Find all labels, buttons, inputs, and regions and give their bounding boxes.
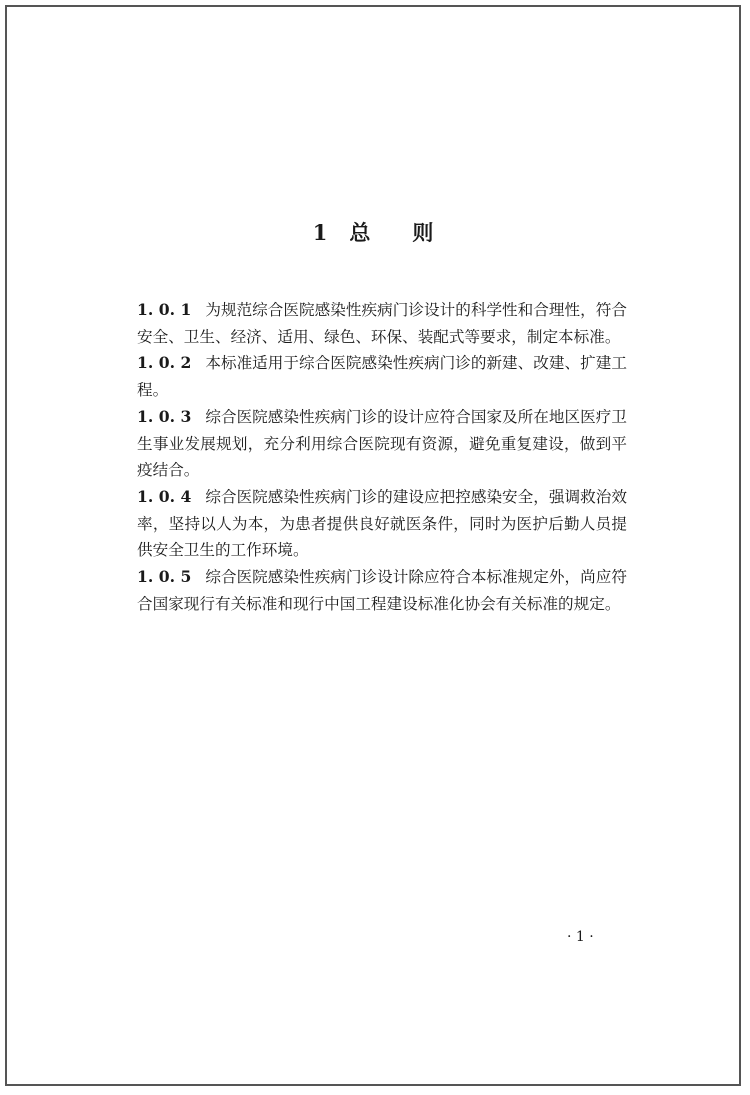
clause-text: 本标准适用于综合医院感染性疾病门诊的新建、改建、扩建工程。 (137, 354, 627, 400)
chapter-title (7, 217, 739, 247)
clause-1-0-2 (137, 350, 627, 403)
clause-1-0-3 (137, 404, 627, 484)
clause-text: 综合医院感染性疾病门诊的设计应符合国家及所在地区医疗卫生事业发展规划，充分利用综合医院现有资源，避免重复建设，做到平疫结合。 (137, 407, 627, 480)
page-number: · 1 · (567, 929, 594, 945)
chapter-title-part2: 则 (412, 220, 434, 245)
clause-text: 为规范综合医院感染性疾病门诊设计的科学性和合理性，符合安全、卫生、经济、适用、绿色、环保、装配式等要求，制定本标准。 (137, 301, 627, 346)
clause-list (137, 297, 627, 617)
clause-number: 1. 0. 4 (137, 486, 192, 506)
clause-text: 综合医院感染性疾病门诊设计除应符合本标准规定外，尚应符合国家现行有关标准和现行中国工程建设标准化协会有关标准的规定。 (137, 568, 627, 613)
clause-number: 1. 0. 1 (137, 300, 192, 319)
clause-number: 1. 0. 3 (137, 406, 192, 426)
clause-number: 1. 0. 2 (137, 353, 192, 373)
clause-1-0-1 (137, 297, 627, 350)
chapter-title-part1: 总 (349, 220, 371, 245)
chapter-number: 1 (312, 220, 328, 245)
clause-text: 综合医院感染性疾病门诊的建设应把控感染安全，强调救治效率，坚持以人为本，为患者提供良好就医条件，同时为医护后勤人员提供安全卫生的工作环境。 (137, 487, 627, 560)
clause-1-0-4 (137, 484, 627, 564)
clause-1-0-5 (137, 564, 627, 617)
clause-number: 1. 0. 5 (137, 567, 192, 587)
page-frame (5, 5, 741, 1086)
